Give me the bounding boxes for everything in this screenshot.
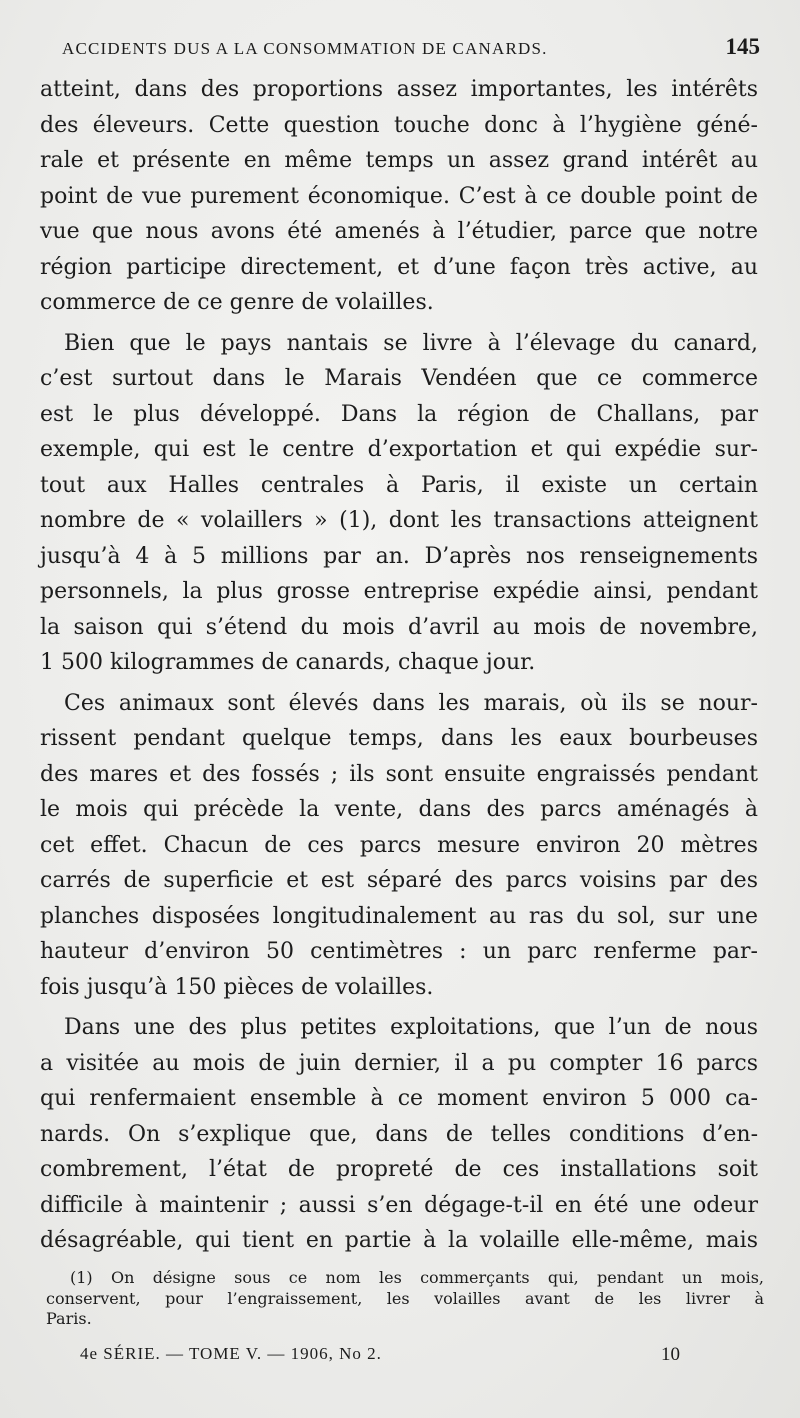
footnote-line: Paris.: [46, 1309, 92, 1328]
text-line: cet effet. Chacun de ces parcs mesure environ 20 mètres: [40, 832, 758, 858]
paragraph-2: [40, 326, 758, 681]
page-number: 145: [725, 34, 760, 59]
text-line: rissent pendant quelque temps, dans les eaux bourbeuses: [40, 726, 758, 751]
text-line: vue que nous avons été amenés à l’étudier, parce que notre: [40, 219, 758, 244]
text-line: a visitée au mois de juin dernier, il a pu compter 16 parcs: [40, 1050, 758, 1076]
page-footer: [80, 1344, 680, 1366]
text-line: des éleveurs. Cette question touche donc à l’hygiène géné-: [40, 112, 758, 138]
footnote-line: (1) On désigne sous ce nom les commerçants qui, pendant un mois,: [70, 1268, 764, 1287]
text-line: personnels, la plus grosse entreprise expédie ainsi, pendant: [40, 579, 758, 604]
text-line: la saison qui s’étend du mois d’avril au mois de novembre,: [40, 614, 758, 640]
text-line: 1 500 kilogrammes de canards, chaque jour.: [40, 650, 536, 675]
text-line: qui renfermaient ensemble à ce moment environ 5 000 ca-: [40, 1086, 758, 1111]
text-line: difficile à maintenir ; aussi s’en dégage-t-il en été une odeur: [40, 1192, 758, 1218]
text-line: nombre de « volaillers » (1), dont les transactions atteignent: [40, 508, 758, 533]
text-line: hauteur d’environ 50 centimètres : un parc renferme par-: [40, 939, 758, 964]
sheet-number: 10: [661, 1344, 680, 1365]
text-line: jusqu’à 4 à 5 millions par an. D’après nos renseignements: [40, 543, 758, 569]
text-line: atteint, dans des proportions assez importantes, les intérêts: [40, 77, 758, 102]
text-line: nards. On s’explique que, dans de telles conditions d’en-: [40, 1121, 758, 1147]
text-line: région participe directement, et d’une façon très active, au: [40, 254, 758, 280]
running-head: [40, 34, 760, 68]
body-text: [40, 72, 758, 1259]
paragraph-4: [40, 1010, 758, 1259]
footnote-line: conservent, pour l’engraissement, les volailles avant de les livrer à: [46, 1288, 764, 1308]
text-line: combrement, l’état de propreté de ces installations soit: [40, 1157, 758, 1182]
text-line: des mares et des fossés ; ils sont ensuite engraissés pendant: [40, 761, 758, 787]
text-line: planches disposées longitudinalement au ras du sol, sur une: [40, 903, 758, 929]
text-line: tout aux Halles centrales à Paris, il existe un certain: [40, 472, 758, 498]
text-line: Dans une des plus petites exploitations, que l’un de nous: [64, 1015, 758, 1040]
text-line: Ces animaux sont élevés dans les marais, où ils se nour-: [64, 690, 758, 716]
text-line: Bien que le pays nantais se livre à l’élevage du canard,: [64, 330, 758, 356]
text-line: carrés de superficie et est séparé des parcs voisins par des: [40, 868, 758, 893]
text-line: point de vue purement économique. C’est à ce double point de: [40, 183, 758, 209]
text-line: commerce de ce genre de volailles.: [40, 290, 434, 315]
text-line: désagréable, qui tient en partie à la volaille elle-même, mais: [40, 1228, 758, 1253]
paragraph-1: [40, 72, 758, 321]
running-title: ACCIDENTS DUS A LA CONSOMMATION DE CANARDS.: [62, 39, 548, 58]
text-line: fois jusqu’à 150 pièces de volailles.: [40, 974, 434, 1000]
text-line: c’est surtout dans le Marais Vendéen que ce commerce: [40, 366, 758, 391]
footnote: [46, 1268, 764, 1330]
series-line: 4e SÉRIE. — TOME V. — 1906, No 2.: [80, 1344, 382, 1363]
text-line: exemple, qui est le centre d’exportation et qui expédie sur-: [40, 437, 758, 462]
text-line: est le plus développé. Dans la région de Challans, par: [40, 401, 758, 427]
text-line: rale et présente en même temps un assez grand intérêt au: [40, 148, 758, 173]
paragraph-3: [40, 686, 758, 1006]
text-line: le mois qui précède la vente, dans des parcs aménagés à: [40, 797, 758, 822]
